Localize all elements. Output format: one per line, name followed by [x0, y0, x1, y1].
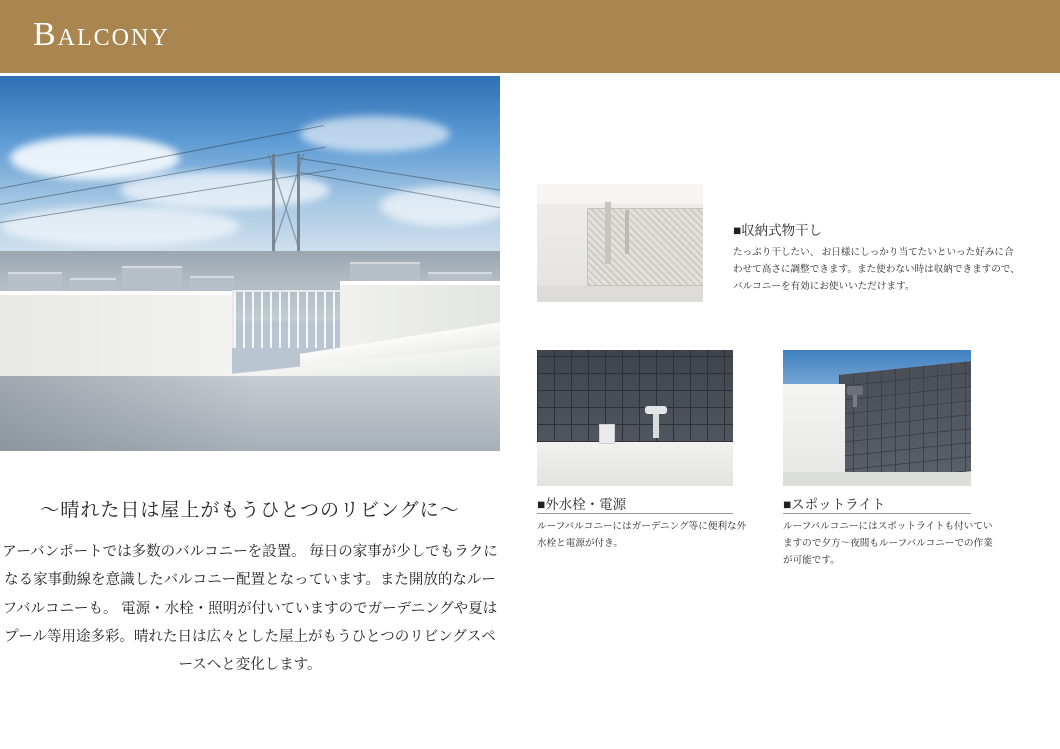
feature-body-spotlight: ルーフバルコニーにはスポットライトも付いていますので夕方〜夜間もルーフバルコニーでの作業が可能です。	[783, 521, 993, 566]
feature-heading-dryer: ■収納式物干し	[733, 223, 823, 238]
spotlight-fixture	[847, 386, 863, 395]
hero-body-text: アーバンポートでは多数のバルコニーを設置。 毎日の家事が少しでもラクになる家事動線を意識したバルコニー配置となっています。また開放的なルーフバルコニーも。 電源・水栓・照明が付いていますのでガーデニングや夏はプール等用途多彩。晴れた日は広々とした屋上がもうひとつのリビングスペースへと変化します。	[2, 544, 498, 674]
wall-surface	[537, 442, 733, 486]
page-title: Balcony	[33, 16, 170, 53]
wall-surface	[783, 384, 845, 486]
dryer-arm-secondary	[625, 210, 629, 254]
faucet-fixture	[653, 412, 659, 438]
feature-heading-spotlight: ■スポットライト	[783, 497, 886, 512]
divider-line	[537, 513, 733, 514]
tiled-ceiling	[537, 350, 733, 442]
page-header	[0, 0, 1060, 73]
cloud-shape	[380, 186, 500, 226]
feature-heading-faucet: ■外水栓・電源	[537, 497, 627, 512]
feature-body-faucet: ルーフバルコニーにはガーデニング等に便利な外水栓と電源が付き。	[537, 521, 747, 549]
feature-photo-dryer	[537, 184, 703, 302]
dryer-arm	[605, 202, 611, 264]
hero-caption-block	[0, 495, 500, 679]
tiled-roof	[839, 361, 971, 485]
wall-top-band	[537, 184, 703, 204]
transmission-tower	[268, 154, 304, 266]
outlet-box	[599, 424, 615, 444]
feature-photo-spotlight	[783, 350, 971, 486]
floor-band	[537, 286, 703, 302]
feature-photo-faucet	[537, 350, 733, 486]
feature-body-dryer: たっぷり干したい、 お日様にしっかり当てたいといった好みに合わせて高さに調整できます。また使わない時は収納できますので、 バルコニーを有効にお使いいただけます。	[733, 247, 1020, 292]
floor-shadow	[0, 376, 260, 451]
balcony-railing	[232, 290, 346, 348]
divider-line	[783, 513, 971, 514]
hero-headline: 〜晴れた日は屋上がもうひとつのリビングに〜	[40, 500, 460, 521]
balcony-hero-photo	[0, 76, 500, 451]
floor-band	[783, 472, 971, 486]
cloud-shape	[0, 206, 240, 246]
